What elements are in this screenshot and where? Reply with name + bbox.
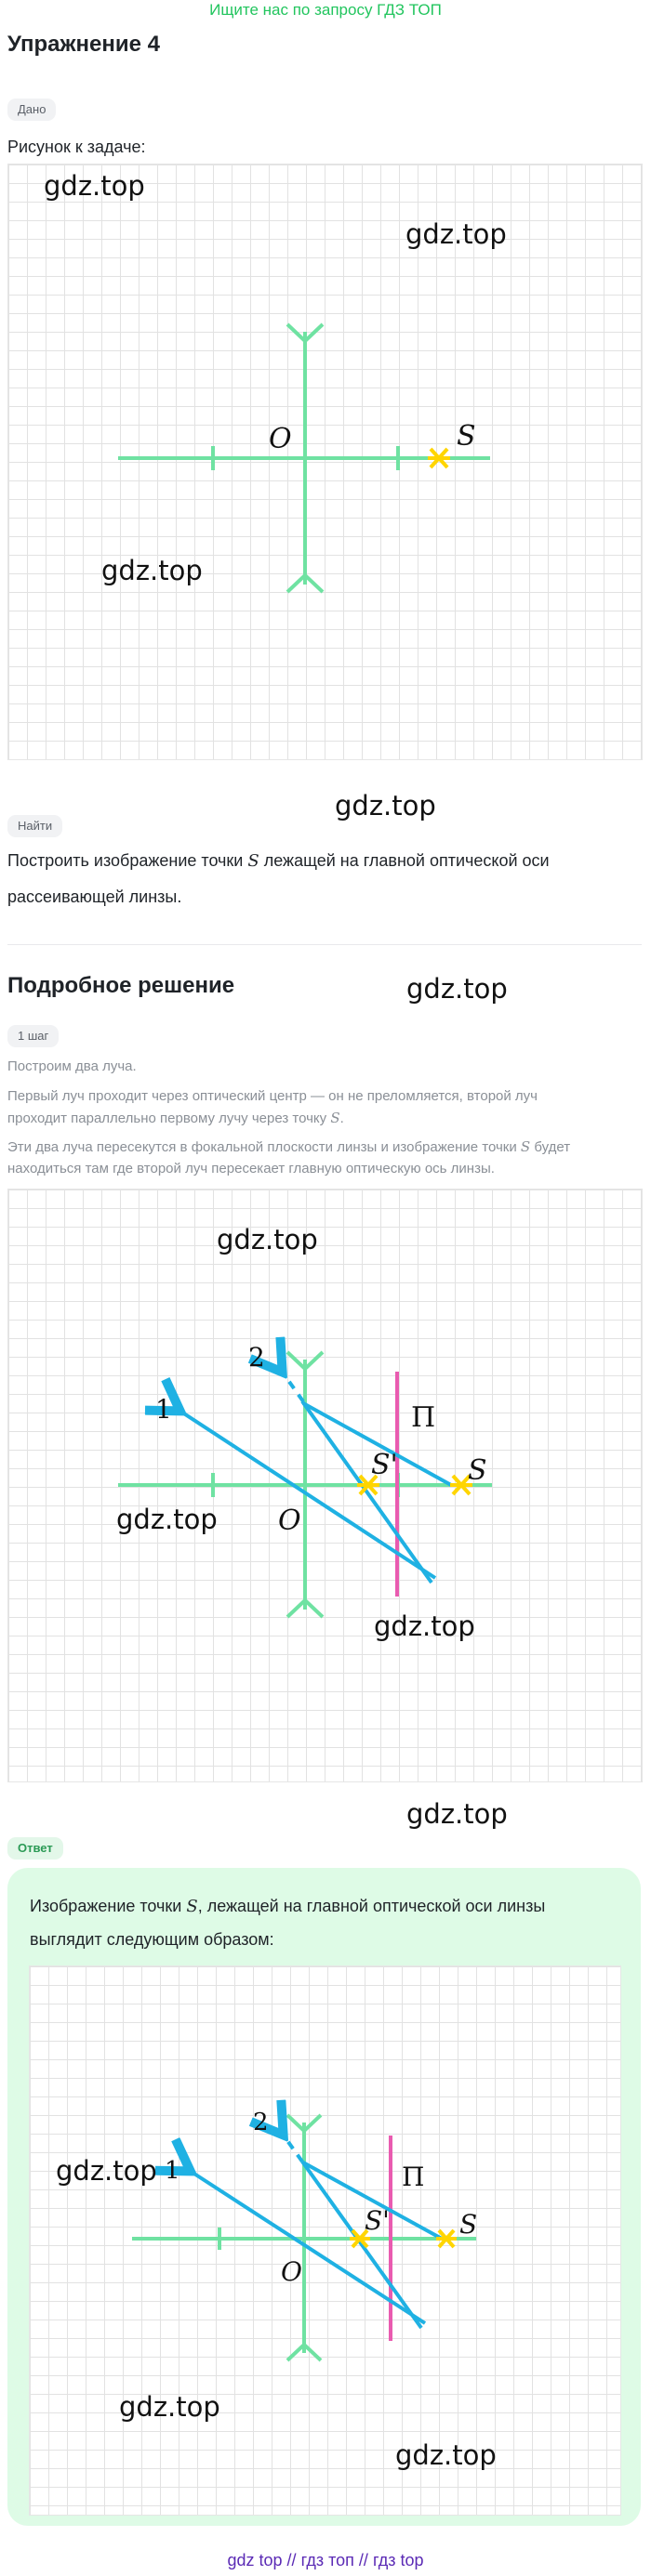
label-s: S	[457, 420, 476, 453]
rays	[174, 1366, 451, 1583]
watermark: gdz.top	[405, 218, 507, 250]
solution-p1: Построим два луча.	[7, 1058, 137, 1074]
find-text-line1	[7, 843, 550, 879]
step-tag: 1 шаг	[7, 1025, 59, 1047]
label-o: O	[281, 2256, 302, 2287]
watermark: gdz.top	[101, 555, 203, 586]
label-ray-2: 2	[253, 2109, 269, 2136]
answer-tag: Ответ	[7, 1837, 63, 1860]
answer-diagram	[30, 1966, 620, 2515]
solution-text: Эти два луча пересекутся в фокальной плоскости линзы и изображение точки	[7, 1139, 521, 1155]
ray-2-extension	[279, 2129, 302, 2162]
label-s: S	[468, 1454, 487, 1487]
label-s: S	[459, 2209, 478, 2240]
answer-text: , лежащей на главной оптической оси линзы	[197, 1897, 546, 1915]
answer-text-line2: выглядит следующим образом:	[30, 1930, 274, 1949]
watermark: gdz.top	[56, 2155, 157, 2187]
answer-figure	[29, 1965, 621, 2516]
given-diagram	[8, 164, 642, 759]
label-plane: П	[402, 2162, 425, 2192]
solution-p3-line1	[7, 1135, 570, 1160]
find-tag: Найти	[7, 815, 62, 837]
solution-text: проходит параллельно первому лучу через точку	[7, 1111, 331, 1126]
footer-link-gdz-top[interactable]: gdz top	[227, 2551, 283, 2569]
label-s-prime: S'	[365, 2205, 390, 2236]
watermark: gdz.top	[406, 1798, 508, 1830]
watermark: gdz.top	[44, 170, 145, 202]
ray-2-extension	[278, 1366, 303, 1401]
footer-separator: //	[358, 2551, 368, 2569]
point-s-star	[436, 2230, 457, 2247]
var-s: S	[247, 851, 259, 871]
find-text: лежащей на главной оптической оси	[259, 851, 550, 870]
label-o: O	[278, 1505, 301, 1537]
footer-links	[0, 2551, 651, 2570]
solution-diagram	[8, 1189, 642, 1781]
label-o: O	[269, 423, 292, 455]
var-s: S	[186, 1897, 198, 1916]
page-title: Упражнение 4	[7, 32, 160, 57]
find-text: Построить изображение точки	[7, 851, 248, 870]
point-s-star	[428, 449, 450, 467]
footer-link-gdz-top-mixed[interactable]: гдз top	[372, 2551, 424, 2569]
label-ray-1: 1	[165, 2157, 180, 2185]
label-ray-2: 2	[248, 1342, 265, 1373]
rays	[184, 2129, 442, 2328]
answer-box	[7, 1868, 641, 2526]
given-caption: Рисунок к задаче:	[7, 138, 146, 156]
footer-link-gdz-top-ru[interactable]: гдз топ	[300, 2551, 354, 2569]
solution-figure	[7, 1189, 643, 1782]
watermark: gdz.top	[374, 1610, 475, 1642]
label-ray-1: 1	[155, 1394, 172, 1425]
answer-text-line1	[30, 1888, 545, 1925]
solution-p2-line2	[7, 1106, 344, 1131]
search-banner: Ищите нас по запросу ГДЗ ТОП	[209, 1, 442, 19]
watermark: gdz.top	[406, 973, 508, 1005]
watermark: gdz.top	[217, 1224, 318, 1255]
footer-separator: //	[286, 2551, 297, 2569]
label-plane: П	[411, 1401, 436, 1434]
var-s: S	[330, 1110, 340, 1126]
label-s-prime: S'	[371, 1449, 398, 1481]
watermark: gdz.top	[395, 2439, 497, 2471]
var-s: S	[520, 1138, 531, 1155]
solution-p2-line1: Первый луч проходит через оптический центр — он не преломляется, второй луч	[7, 1088, 538, 1104]
watermark: gdz.top	[119, 2391, 220, 2423]
answer-text: Изображение точки	[30, 1897, 187, 1915]
solution-text: будет	[530, 1139, 571, 1155]
watermark: gdz.top	[116, 1504, 218, 1535]
solution-p3-line2: находиться там где второй луч пересекает главную оптическую ось линзы.	[7, 1161, 495, 1176]
solution-title: Подробное решение	[7, 973, 235, 998]
watermark: gdz.top	[335, 790, 436, 821]
given-figure	[7, 164, 643, 760]
divider	[7, 944, 642, 945]
given-tag: Дано	[7, 99, 56, 121]
solution-text: .	[339, 1111, 344, 1126]
find-text-line2: рассеивающей линзы.	[7, 887, 182, 906]
